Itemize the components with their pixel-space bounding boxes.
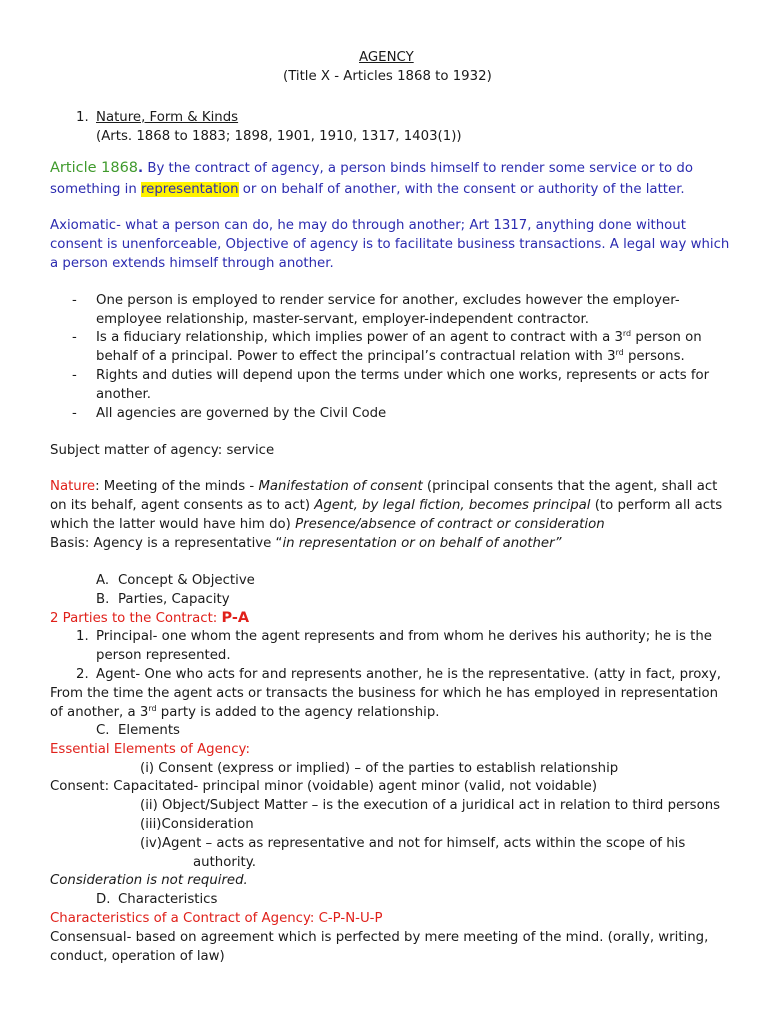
element-i: (i) Consent (express or implied) – of the parties to establish relationship — [140, 761, 619, 776]
article-line-2 — [50, 180, 685, 199]
document-title: AGENCY — [359, 50, 414, 65]
outline-letter-b: B. — [96, 592, 110, 607]
bullet-2-text-b: person on — [631, 330, 702, 345]
nature-text: (principal consents that the agent, shall act — [422, 479, 718, 494]
axiomatic-line-2: consent is unenforceable, Objective of agency is to facilitate business transactions. A legal way which — [50, 237, 730, 252]
section-heading: Nature, Form & Kinds — [96, 110, 239, 125]
article-text-1: By the contract of agency, a person binds himself to render some service or to do — [147, 161, 693, 176]
outline-letter-d: D. — [96, 892, 111, 907]
party-1-line-2: person represented. — [96, 648, 231, 663]
consensual-line-1: Consensual- based on agreement which is perfected by mere meeting of the mind. (orally, writing, — [50, 930, 709, 945]
bullet-dash: - — [72, 330, 77, 345]
bullet-1-line-2: employee relationship, master-servant, employer-independent contractor. — [96, 312, 589, 327]
party-2-line-2: From the time the agent acts or transacts the business for which he has employed in representation — [50, 686, 719, 701]
nature-text: (to perform all acts — [590, 498, 723, 513]
outline-item-a: Concept & Objective — [118, 573, 255, 588]
consensual-line-2: conduct, operation of law) — [50, 949, 225, 964]
article-label: Article 1868 — [50, 160, 139, 176]
ordinal-suffix: rd — [615, 348, 624, 357]
nature-italic: Presence/absence of contract or consideration — [295, 517, 605, 532]
element-iv-line-1: (iv)Agent – acts as representative and not for himself, acts within the scope of his — [140, 836, 686, 851]
article-dot: . — [138, 161, 144, 176]
bullet-4: All agencies are governed by the Civil Code — [96, 406, 387, 421]
parties-acronym: P-A — [221, 610, 250, 626]
ordinal-suffix: rd — [622, 329, 632, 338]
nature-line-1 — [50, 477, 717, 496]
party-2-text-a: of another, a 3 — [50, 705, 149, 720]
axiomatic-line-1: Axiomatic- what a person can do, he may do through another; Art 1317, anything done without — [50, 218, 686, 233]
outline-item-b: Parties, Capacity — [118, 592, 230, 607]
basis-line — [50, 534, 561, 553]
party-2-text-b: party is added to the agency relationship. — [156, 705, 440, 720]
article-line-1 — [50, 159, 693, 178]
nature-line-3 — [50, 515, 605, 534]
bullet-2-text-a: Is a fiduciary relationship, which implies power of an agent to contract with a 3 — [96, 330, 623, 345]
section-references: (Arts. 1868 to 1883; 1898, 1901, 1910, 1317, 1403(1)) — [96, 129, 462, 144]
section-number: 1. — [76, 110, 89, 125]
bullet-dash: - — [72, 368, 77, 383]
bullet-2-text-d: persons. — [623, 349, 685, 364]
party-2-line-1: Agent- One who acts for and represents another, he is the representative. (atty in fact, proxy, — [96, 667, 721, 682]
bullet-2-text-c: behalf of a principal. Power to effect the principal’s contractual relation with 3 — [96, 349, 616, 364]
bullet-dash: - — [72, 406, 77, 421]
article-text-2a: something in — [50, 182, 137, 197]
party-1-line-1: Principal- one whom the agent represents and from whom he derives his authority; he is the — [96, 629, 712, 644]
outline-letter-c: C. — [96, 723, 110, 738]
basis-italic: in representation or on behalf of another” — [282, 536, 562, 551]
essential-elements-heading: Essential Elements of Agency: — [50, 742, 250, 757]
axiomatic-line-3: a person extends himself through another. — [50, 256, 334, 271]
bullet-1-line-1: One person is employed to render service for another, excludes however the employer- — [96, 293, 680, 308]
nature-label: Nature — [50, 479, 96, 494]
basis-text: Basis: Agency is a representative “ — [50, 536, 283, 551]
consent-line: Consent: Capacitated- principal minor (voidable) agent minor (valid, not voidable) — [50, 779, 598, 794]
party-2-line-3 — [50, 703, 440, 722]
characteristics-heading: Characteristics of a Contract of Agency: C-P-N-U-P — [50, 911, 383, 926]
nature-line-2 — [50, 496, 722, 515]
article-text-2b: or on behalf of another, with the consent or authority of the latter. — [242, 182, 685, 197]
bullet-3-line-1: Rights and duties will depend upon the terms under which one works, represents or acts for — [96, 368, 710, 383]
bullet-2-line-1 — [96, 328, 702, 347]
nature-text: on its behalf, agent consents as to act) — [50, 498, 315, 513]
parties-label: 2 Parties to the Contract: — [50, 611, 222, 626]
nature-italic: Agent, by legal fiction, becomes principal — [314, 498, 591, 513]
parties-heading — [50, 609, 249, 628]
party-2-number: 2. — [76, 667, 89, 682]
bullet-3-line-2: another. — [96, 387, 152, 402]
element-iv-line-2: authority. — [193, 855, 256, 870]
bullet-dash: - — [72, 293, 77, 308]
nature-text: which the latter would have him do) — [50, 517, 296, 532]
party-1-number: 1. — [76, 629, 89, 644]
highlighted-word: representation — [140, 182, 239, 197]
subject-matter: Subject matter of agency: service — [50, 443, 275, 458]
ordinal-suffix: rd — [148, 704, 157, 713]
element-ii: (ii) Object/Subject Matter – is the execution of a juridical act in relation to third persons — [140, 798, 721, 813]
outline-letter-a: A. — [96, 573, 110, 588]
outline-item-d: Characteristics — [118, 892, 218, 907]
outline-item-c: Elements — [118, 723, 180, 738]
bullet-2-line-2 — [96, 347, 685, 366]
nature-italic: Manifestation of consent — [258, 479, 423, 494]
consideration-note: Consideration is not required. — [50, 873, 248, 888]
element-iii: (iii)Consideration — [140, 817, 254, 832]
nature-text: : Meeting of the minds - — [95, 479, 259, 494]
document-subtitle: (Title X - Articles 1868 to 1932) — [283, 69, 492, 84]
